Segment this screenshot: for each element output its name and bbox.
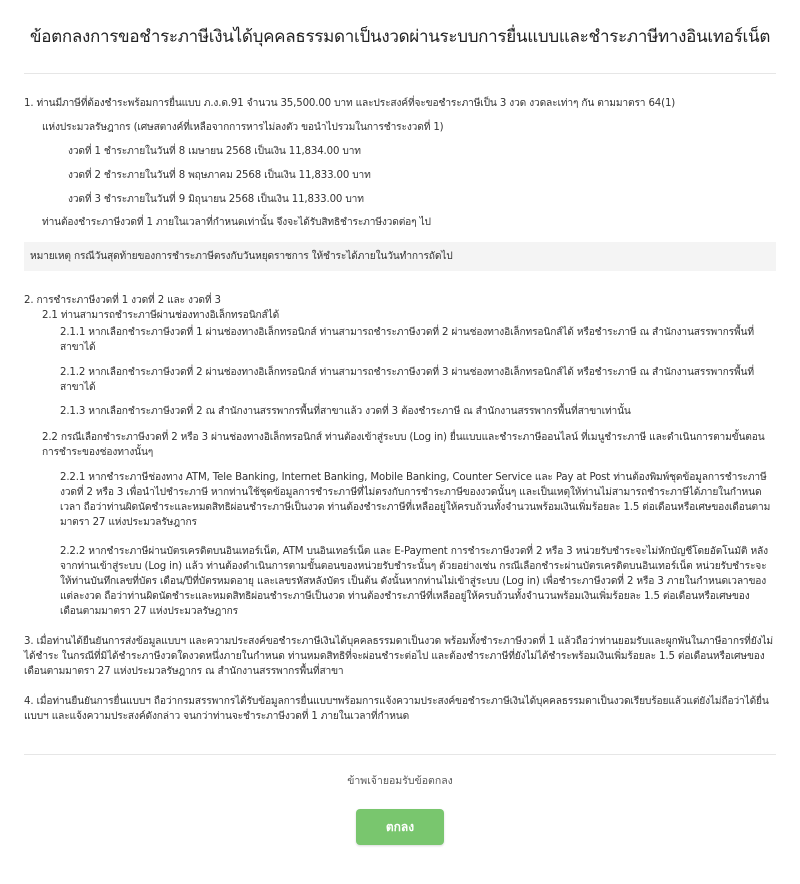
- section2-2: 2.2 กรณีเลือกชำระภาษีงวดที่ 2 หรือ 3 ผ่านช่องทางอิเล็กทรอนิกส์ ท่านต้องเข้าสู่ระบบ (Log in) ยื่นแบบและชำระภาษีออนไลน์ ที่เมนูชำระภาษี และดำเนินการตามขั้นตอนการชำระของช่องทางนั้นๆ: [42, 432, 765, 458]
- installment-3: งวดที่ 3 ชำระภายในวันที่ 9 มิถุนายน 2568 เป็นเงิน 11,833.00 บาท: [68, 194, 364, 205]
- section4: 4. เมื่อท่านยืนยันการยื่นแบบฯ ถือว่ากรมสรรพากรได้รับข้อมูลการยื่นแบบฯพร้อมการแจ้งความประสงค์ขอชำระภาษีเงินได้บุคคลธรรมดาเป็นงวดเรียบร้อยแล้วแต่ยังไม่ถือว่าได้ยื่นแบบฯ และแจ้งความประสงค์ดังกล่าว จนกว่าท่านจะชำระภาษีงวดที่ 1 ภายในเวลาที่กำหนด: [24, 696, 769, 722]
- section2-1-3: 2.1.3 หากเลือกชำระภาษีงวดที่ 2 ณ สำนักงานสรรพากรพื้นที่สาขาแล้ว งวดที่ 3 ต้องชำระภาษี ณ สำนักงานสรรพากรพื้นที่สาขาเท่านั้น: [60, 406, 631, 417]
- section2-2-1: 2.2.1 หากชำระภาษีช่องทาง ATM, Tele Banking, Internet Banking, Mobile Banking, Counter Service และ Pay at Post ท่านต้องพิมพ์ชุดข้อมูลการชำระภาษีงวดที่ 2 หรือ 3 เพื่อนำไปชำระภาษี หากท่านใช้ชุดข้อมูลการชำระภาษีที่ไม่ตรงกับการชำระภาษีของงวดนั้นๆ และเป็นเหตุให้ท่านไม่สามารถชำระภาษีได้ภายในกำหนดเวลา ถือว่าท่านผิดนัดชำระและหมดสิทธิผ่อนชำระภาษีเป็นงวด ท่านต้องชำระภาษีที่เหลืออยู่ให้ครบถ้วนทั้งจำนวนพร้อมเงินเพิ่มร้อยละ 1.5 ต่อเดือนหรือเศษของเดือนตามมาตรา 27 แห่งประมวลรัษฎากร: [60, 472, 771, 528]
- section1-sub: แห่งประมวลรัษฎากร (เศษสตางค์ที่เหลือจากการหารไม่ลงตัว ขอนำไปรวมในการชำระงวดที่ 1): [42, 122, 444, 133]
- note-box: [24, 242, 776, 271]
- note-text: หมายเหตุ กรณีวันสุดท้ายของการชำระภาษีตรงกับวันหยุดราชการ ให้ชำระได้ภายในวันทำการถัดไป: [30, 251, 453, 262]
- installment-2: งวดที่ 2 ชำระภายในวันที่ 8 พฤษภาคม 2568 เป็นเงิน 11,833.00 บาท: [68, 170, 371, 181]
- section2-1: 2.1 ท่านสามารถชำระภาษีผ่านช่องทางอิเล็กทรอนิกส์ได้: [42, 310, 280, 321]
- page-title: ข้อตกลงการขอชำระภาษีเงินได้บุคคลธรรมดาเป็นงวดผ่านระบบการยื่นแบบและชำระภาษีทางอินเทอร์เน็ต: [29, 27, 771, 47]
- section3: 3. เมื่อท่านได้ยืนยันการส่งข้อมูลแบบฯ และความประสงค์ขอชำระภาษีเงินได้บุคคลธรรมดาเป็นงวด พร้อมทั้งชำระภาษีงวดที่ 1 แล้วถือว่าท่านยอมรับและผูกพันในภาษีอากรที่ยังไม่ได้ชำระ ในกรณีที่มิได้ชำระภาษีงวดใดงวดหนึ่งภายในกำหนด ท่านหมดสิทธิที่จะผ่อนชำระต่อไป และต้องชำระภาษีที่ยังไม่ได้ชำระพร้อมเงินเพิ่มร้อยละ 1.5 ต่อเดือนหรือเศษของเดือนตามมาตรา 27 แห่งประมวลรัษฎากร ณ สำนักงานสรรพากรพื้นที่สาขา: [24, 636, 773, 677]
- section2-1-2: 2.1.2 หากเลือกชำระภาษีงวดที่ 2 ผ่านช่องทางอิเล็กทรอนิกส์ ท่านสามารถชำระภาษีงวดที่ 3 ผ่านช่องทางอิเล็กทรอนิกส์ได้ หรือชำระภาษี ณ สำนักงานสรรพากรพื้นที่สาขาได้: [60, 367, 754, 393]
- section2-heading: 2. การชำระภาษีงวดที่ 1 งวดที่ 2 และ งวดที่ 3: [24, 295, 221, 306]
- section2-2-2: 2.2.2 หากชำระภาษีผ่านบัตรเครดิตบนอินเทอร์เน็ต, ATM บนอินเทอร์เน็ต และ E-Payment การชำระภาษีงวดที่ 2 หรือ 3 หน่วยรับชำระจะไม่หักบัญชีโดยอัตโนมัติ หลังจากท่านเข้าสู่ระบบ (Log in) แล้ว ท่านต้องดำเนินการตามขั้นตอนของหน่วยรับชำระนั้นๆ ด้วยอย่างเช่น กรณีเลือกชำระผ่านบัตรเครดิตบนอินเทอร์เน็ต หน่วยรับชำระจะให้ท่านบันทึกเลขที่บัตร เดือน/ปีที่บัตรหมดอายุ และเลขรหัสหลังบัตร เป็นต้น ดังนั้นหากท่านไม่เข้าสู่ระบบ (Log in) เพื่อชำระภาษีงวดที่ 2 หรือ 3 ภายในกำหนดเวลาของแต่ละงวด ถือว่าท่านผิดนัดชำระและหมดสิทธิผ่อนชำระภาษีเป็นงวด ท่านต้องชำระภาษีที่เหลืออยู่ให้ครบถ้วนทั้งจำนวนพร้อมเงินเพิ่มร้อยละ 1.5 ต่อเดือนหรือเศษของเดือนตามมาตรา 27 แห่งประมวลรัษฎากร: [60, 546, 768, 617]
- section1-main: 1. ท่านมีภาษีที่ต้องชำระพร้อมการยื่นแบบ ภ.ง.ด.91 จำนวน 35,500.00 บาท และประสงค์ที่จะขอชำระภาษีเป็น 3 งวด งวดละเท่าๆ กัน ตามมาตรา 64(1): [24, 98, 676, 109]
- installment-1: งวดที่ 1 ชำระภายในวันที่ 8 เมษายน 2568 เป็นเงิน 11,834.00 บาท: [68, 146, 361, 157]
- section1-condition: ท่านต้องชำระภาษีงวดที่ 1 ภายในเวลาที่กำหนดเท่านั้น จึงจะได้รับสิทธิชำระภาษีงวดต่อๆ ไป: [42, 217, 431, 228]
- section2-1-1: 2.1.1 หากเลือกชำระภาษีงวดที่ 1 ผ่านช่องทางอิเล็กทรอนิกส์ ท่านสามารถชำระภาษีงวดที่ 2 ผ่านช่องทางอิเล็กทรอนิกส์ได้ หรือชำระภาษี ณ สำนักงานสรรพากรพื้นที่สาขาได้: [60, 327, 754, 353]
- ok-button[interactable]: ตกลง: [356, 809, 444, 845]
- top-divider: [24, 73, 776, 74]
- accept-agreement-text: ข้าพเจ้ายอมรับข้อตกลง: [347, 775, 453, 787]
- bottom-divider: [24, 754, 776, 755]
